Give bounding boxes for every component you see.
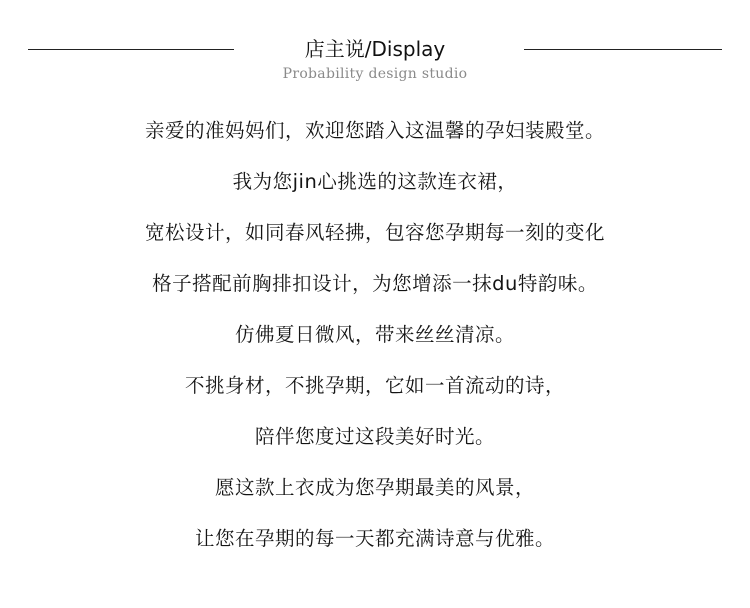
description-line: 仿佛夏日微风，带来丝丝清凉。 [234, 323, 515, 346]
page-title: 店主说/Display [304, 37, 446, 61]
product-description [0, 108, 750, 567]
description-line: 格子搭配前胸排扣设计，为您增添一抹du特韵味。 [152, 272, 598, 295]
description-line: 让您在孕期的每一天都充满诗意与优雅。 [194, 527, 555, 550]
description-line: 宽松设计，如同春风轻拂，包容您孕期每一刻的变化 [144, 221, 605, 244]
page-subtitle: Probability design studio [282, 66, 468, 82]
description-line: 陪伴您度过这段美好时光。 [254, 425, 495, 448]
description-line: 愿这款上衣成为您孕期最美的风景， [214, 476, 535, 499]
description-line: 亲爱的准妈妈们，欢迎您踏入这温馨的孕妇装殿堂。 [144, 119, 605, 142]
section-header [0, 34, 750, 94]
description-line: 我为您jin心挑选的这款连衣裙， [232, 170, 518, 193]
header-divider-right [524, 49, 722, 50]
description-line: 不挑身材，不挑孕期，它如一首流动的诗， [184, 374, 565, 397]
